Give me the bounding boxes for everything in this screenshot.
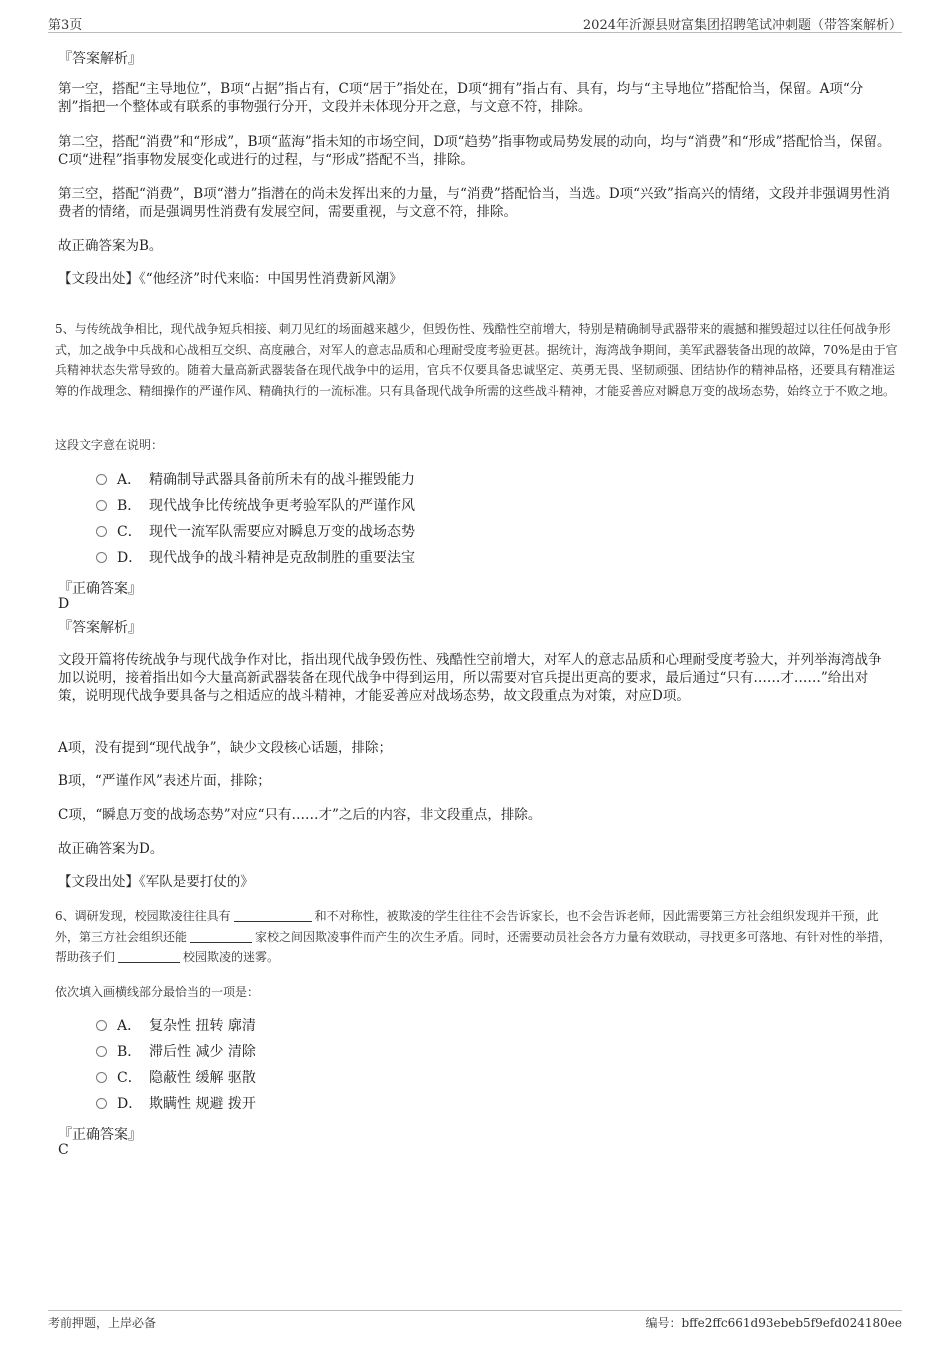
analysis-label: 『答案解析』 <box>58 620 142 636</box>
page-footer <box>48 1310 902 1330</box>
question-segment: 家校之间因欺凌事件而产生的次生矛盾。同时，还需要动员社会各方力量有效联动，寻找更多可落地、有针对性的举措，帮助孩子们 <box>55 929 892 964</box>
option-text: 现代战争的战斗精神是克敌制胜的重要法宝 <box>149 550 415 566</box>
correct-answer: D <box>58 596 70 612</box>
radio-icon[interactable] <box>96 1072 107 1083</box>
analysis-paragraph: 第二空，搭配“消费”和“形成”，B项“蓝海”指未知的市场空间，D项“趋势”指事物或局势发展的动向，均与“消费”和“形成”搭配恰当，保留。C项“进程”指事物发展变化或进行的过程，与“形成”搭配不当，排除。 <box>58 134 891 168</box>
correct-answer-label: 『正确答案』 <box>58 1127 142 1143</box>
radio-icon[interactable] <box>96 1046 107 1057</box>
question-text <box>55 906 900 968</box>
question-segment: 6、调研发现，校园欺凌往往具有 <box>55 909 231 923</box>
document-id: 编号：bffe2ffc661d93ebeb5f9efd024180ee <box>645 1316 902 1330</box>
question-stem: 这段文字意在说明： <box>55 438 164 452</box>
option-letter: D． <box>117 550 143 566</box>
question-stem: 依次填入画横线部分最恰当的一项是： <box>55 985 260 999</box>
radio-icon[interactable] <box>96 552 107 563</box>
answer-blank <box>234 909 312 922</box>
question-text: 5、与传统战争相比，现代战争短兵相接、刺刀见红的场面越来越少，但毁伤性、残酷性空前增大，特别是精确制导武器带来的震撼和摧毁超过以往任何战争形式，加之战争中兵战和心战相互交织、高度融合，对军人的意志品质和心理耐受度考验更甚。据统计，海湾战争期间，美军武器装备出现的故障，70%是由于官兵精神状态失常导致的。随着大量高新武器装备在现代战争中的运用，官兵不仅要具备忠诚坚定、英勇无畏、坚韧顽强、团结协作的精神品格，还要具有精准运筹的作战理念、精细操作的严谨作风、精确执行的一流标准。只有具备现代战争所需的这些战斗精神，才能妥善应对瞬息万变的战场态势，始终立于不败之地。 <box>55 322 898 398</box>
analysis-option-b: B项，“严谨作风”表述片面，排除； <box>58 773 271 789</box>
analysis-paragraph: 第一空，搭配“主导地位”，B项“占据”指占有，C项“居于”指处在，D项“拥有”指占有、具有，均与“主导地位”搭配恰当，保留。A项“分割”指把一个整体或有联系的事物强行分开，文段并未体现分开之意，与文意不符，排除。 <box>58 81 864 115</box>
option-a[interactable] <box>96 1016 256 1036</box>
option-letter: A． <box>117 472 142 488</box>
option-text: 滞后性 减少 清除 <box>149 1044 256 1060</box>
page-header <box>48 12 902 33</box>
option-b[interactable] <box>96 1042 256 1062</box>
radio-icon[interactable] <box>96 1020 107 1031</box>
page-number: 第3页 <box>48 18 83 33</box>
radio-icon[interactable] <box>96 1098 107 1109</box>
option-c[interactable] <box>96 522 415 542</box>
footer-slogan: 考前押题，上岸必备 <box>48 1316 157 1330</box>
analysis-paragraph: 文段开篇将传统战争与现代战争作对比，指出现代战争毁伤性、残酷性空前增大，对军人的意志品质和心理耐受度考验大，并列举海湾战争加以说明，接着指出如今大量高新武器装备在现代战争中得到运用，所以需要对官兵提出更高的要求，最后通过“只有……才……”给出对策，说明现代战争要具备与之相适应的战斗精神，才能妥善应对战场态势，故文段重点为对策，对应D项。 <box>58 652 882 704</box>
question-segment: 和不对称性，被欺凌的学生往往不会告诉家长，也不会告诉老师，因此需要第三方社会组织发现并干预，此外，第三方社会组织还能 <box>55 909 879 944</box>
option-letter: C． <box>117 524 142 540</box>
option-b[interactable] <box>96 496 415 516</box>
correct-answer-label: 『正确答案』 <box>58 581 142 597</box>
radio-icon[interactable] <box>96 526 107 537</box>
option-letter: B． <box>117 498 142 514</box>
answer-blank <box>118 950 180 963</box>
radio-icon[interactable] <box>96 474 107 485</box>
option-c[interactable] <box>96 1068 256 1088</box>
option-letter: D． <box>117 1096 143 1112</box>
radio-icon[interactable] <box>96 500 107 511</box>
option-text: 精确制导武器具备前所未有的战斗摧毁能力 <box>149 472 415 488</box>
option-d[interactable] <box>96 1094 256 1114</box>
analysis-option-c: C项，“瞬息万变的战场态势”对应“只有……才”之后的内容，非文段重点，排除。 <box>58 807 542 823</box>
analysis-option-a: A项，没有提到“现代战争”，缺少文段核心话题，排除； <box>58 740 393 756</box>
option-letter: C． <box>117 1070 142 1086</box>
document-title: 2024年沂源县财富集团招聘笔试冲刺题（带答案解析） <box>582 18 902 33</box>
correct-answer: C <box>58 1142 69 1158</box>
analysis-paragraph: 第三空，搭配“消费”，B项“潜力”指潜在的尚未发挥出来的力量，与“消费”搭配恰当，当选。D项“兴致”指高兴的情绪，文段并非强调男性消费者的情绪，而是强调男性消费有发展空间，需要重视，与文意不符，排除。 <box>58 186 890 220</box>
option-d[interactable] <box>96 548 415 568</box>
analysis-label: 『答案解析』 <box>58 51 142 67</box>
option-letter: A． <box>117 1018 142 1034</box>
option-text: 欺瞒性 规避 拨开 <box>149 1096 256 1112</box>
answer-blank <box>190 930 252 943</box>
option-text: 现代一流军队需要应对瞬息万变的战场态势 <box>149 524 415 540</box>
source-citation: 【文段出处】《“他经济”时代来临：中国男性消费新风潮》 <box>58 271 403 287</box>
question-segment: 校园欺凌的迷雾。 <box>183 950 280 964</box>
option-text: 隐蔽性 缓解 驱散 <box>149 1070 256 1086</box>
analysis-conclusion: 故正确答案为D。 <box>58 841 164 857</box>
option-text: 复杂性 扭转 廓清 <box>149 1018 256 1034</box>
analysis-conclusion: 故正确答案为B。 <box>58 238 163 254</box>
option-letter: B． <box>117 1044 142 1060</box>
source-citation: 【文段出处】《军队是要打仗的》 <box>58 874 254 890</box>
option-a[interactable] <box>96 470 415 490</box>
option-text: 现代战争比传统战争更考验军队的严谨作风 <box>149 498 415 514</box>
